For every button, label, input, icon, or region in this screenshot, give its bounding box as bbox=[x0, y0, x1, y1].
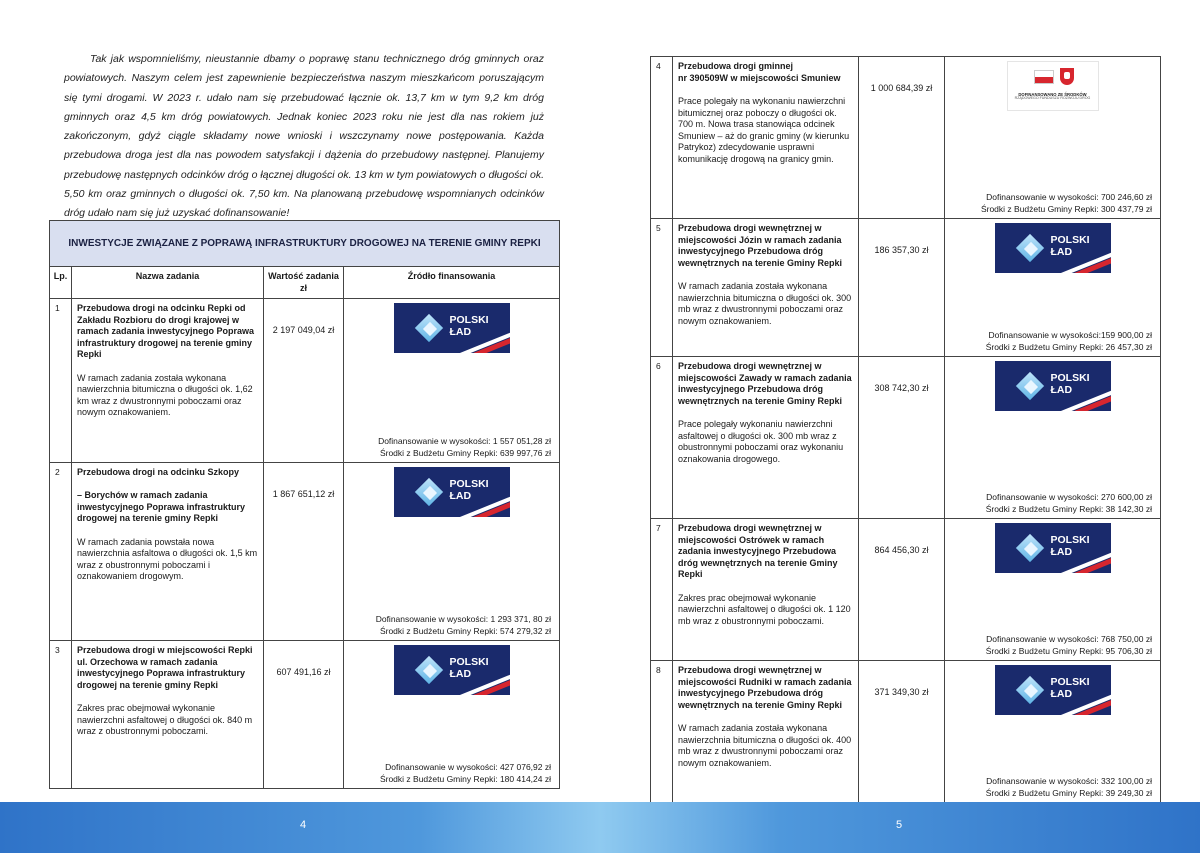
table-row bbox=[651, 57, 1161, 219]
funding-details bbox=[986, 330, 1152, 353]
investments-table-left bbox=[49, 220, 560, 789]
funding-details bbox=[376, 614, 551, 637]
polski-lad-logo: POLSKI ŁAD bbox=[995, 223, 1111, 273]
task-title: Przebudowa drogi gminnej nr 390509W w miejscowości Smuniew bbox=[678, 61, 841, 83]
task-cell bbox=[673, 519, 859, 661]
polski-lad-logo: POLSKI ŁAD bbox=[394, 467, 510, 517]
row-number: 3 bbox=[50, 641, 72, 789]
co-financing-amount: Dofinansowanie w wysokości: 1 293 371, 80 zł bbox=[375, 614, 551, 624]
investments-table-right bbox=[650, 56, 1161, 803]
row-number: 7 bbox=[651, 519, 673, 661]
task-value: 1 867 651,12 zł bbox=[264, 463, 344, 641]
row-number: 1 bbox=[50, 299, 72, 463]
funding-source bbox=[344, 463, 560, 641]
funding-source bbox=[344, 299, 560, 463]
polski-lad-logo: POLSKI ŁAD bbox=[394, 645, 510, 695]
task-title: Przebudowa drogi wewnętrznej w miejscowości Zawady w ramach zadania inwestycyjnego Przebudowa dróg wewnętrznych na terenie Gminy Repki bbox=[678, 361, 852, 406]
row-number: 4 bbox=[651, 57, 673, 219]
polish-flag-icon bbox=[1034, 70, 1054, 84]
task-title: Przebudowa drogi na odcinku Szkopy – Borychów w ramach zadania inwestycyjnego Poprawa infrastruktury drogowej na terenie gminy Repki bbox=[77, 467, 246, 523]
co-financing-amount: Dofinansowanie w wysokości: 700 246,60 zł bbox=[986, 192, 1152, 202]
table-title: INWESTYCJE ZWIĄZANE Z POPRAWĄ INFRASTRUKTURY DROGOWEJ NA TERENIE GMINY REPKI bbox=[50, 221, 560, 267]
task-cell bbox=[72, 299, 264, 463]
polski-lad-logo: POLSKI ŁAD bbox=[995, 665, 1111, 715]
intro-paragraph: Tak jak wspomnieliśmy, nieustannie dbamy o poprawę stanu technicznego dróg gminnych oraz powiatowych. Naszym celem jest zapewnienie bezpieczeństwa naszym mieszkańcom poruszającym się tymi drogami. W 2023 r. udało nam się przebudować łącznie ok. 13,7 km w tym 9,2 km dróg gminnych oraz 4,5 km dróg powiatowych. Jednak koniec 2023 roku nie jest dla nas rokiem już zakończonym, gdyż ciągle składamy nowe wnioski i wszczynamy nowe postępowania. Każda przebudowa droga jest dla nas powodem satysfakcji i dążenia do przebudowy następnej. Planujemy przebudowę następnych odcinków dróg o łącznej długości ok. 13 km w tym powiatowych o długości ok. 5,50 km oraz gminnych o długości ok. 7,50 km. Na planowaną przebudowę wspomnianych odcinków dróg udało nam się już uzyskać dofinansowanie! bbox=[64, 53, 544, 220]
municipal-budget-amount: Środki z Budżetu Gminy Repki: 95 706,30 zł bbox=[985, 645, 1152, 656]
task-description: W ramach zadania została wykonana nawierzchnia bitumiczna o długości ok. 300 mb wraz z dwustronnymi poboczami oraz nowym oznakowaniem. bbox=[678, 281, 852, 326]
task-title: Przebudowa drogi wewnętrznej w miejscowości Józin w ramach zadania inwestycyjnego Przebudowa dróg wewnętrznych na terenie Gminy Repki bbox=[678, 223, 843, 268]
task-description: Zakres prac obejmował wykonanie nawierzchni asfaltowej o długości ok. 1 120 mb wraz z obustronnymi poboczami. bbox=[678, 592, 851, 626]
task-cell bbox=[72, 463, 264, 641]
task-title: Przebudowa drogi na odcinku Repki od Zakładu Rozbioru do drogi krajowej w ramach zadania inwestycyjnego Poprawa infrastruktury drogowej na terenie gminy Repki bbox=[77, 303, 255, 359]
task-cell bbox=[673, 57, 859, 219]
task-value: 864 456,30 zł bbox=[859, 519, 945, 661]
task-value: 2 197 049,04 zł bbox=[264, 299, 344, 463]
col-source: Źródło finansowania bbox=[344, 267, 560, 299]
col-name: Nazwa zadania bbox=[72, 267, 264, 299]
co-financing-amount: Dofinansowanie w wysokości: 1 557 051,28 zł bbox=[378, 436, 551, 446]
funding-details bbox=[986, 634, 1152, 657]
task-value: 1 000 684,39 zł bbox=[859, 57, 945, 219]
task-value: 371 349,30 zł bbox=[859, 661, 945, 803]
table-row bbox=[651, 661, 1161, 803]
funding-source bbox=[344, 641, 560, 789]
polski-lad-logo: POLSKI ŁAD bbox=[995, 361, 1111, 411]
municipal-budget-amount: Środki z Budżetu Gminy Repki: 639 997,76 zł bbox=[379, 447, 551, 458]
task-description: W ramach zadania została wykonana nawierzchnia bitumiczna o długości ok. 400 mb wraz z dwustronnymi poboczami oraz nowym oznakowaniem. bbox=[678, 723, 852, 768]
municipal-budget-amount: Środki z Budżetu Gminy Repki: 300 437,79 zł bbox=[980, 203, 1152, 214]
footer-bar bbox=[0, 802, 1200, 853]
funding-details bbox=[986, 776, 1152, 799]
municipal-budget-amount: Środki z Budżetu Gminy Repki: 38 142,30 zł bbox=[985, 503, 1152, 514]
col-lp: Lp. bbox=[50, 267, 72, 299]
task-cell bbox=[72, 641, 264, 789]
task-description: Prace polegały wykonaniu nawierzchni asfaltowej o długości ok. 300 mb wraz z obustronnymi poboczami oraz wykonaniu oznakowania drogowego. bbox=[678, 419, 844, 464]
task-cell bbox=[673, 219, 859, 357]
table-header-row bbox=[50, 267, 560, 299]
funding-source bbox=[945, 661, 1161, 803]
row-number: 5 bbox=[651, 219, 673, 357]
row-number: 2 bbox=[50, 463, 72, 641]
row-number: 8 bbox=[651, 661, 673, 803]
table-row bbox=[50, 641, 560, 789]
polski-lad-logo: POLSKI ŁAD bbox=[995, 523, 1111, 573]
funding-details bbox=[380, 762, 551, 785]
funding-details bbox=[986, 492, 1152, 515]
funding-source bbox=[945, 519, 1161, 661]
table-row bbox=[651, 357, 1161, 519]
polski-lad-logo: POLSKI ŁAD bbox=[394, 303, 510, 353]
task-title: Przebudowa drogi wewnętrznej w miejscowości Rudniki w ramach zadania inwestycyjnego Przebudowa dróg wewnętrznych na terenie Gminy Repki bbox=[678, 665, 852, 710]
row-number: 6 bbox=[651, 357, 673, 519]
municipal-budget-amount: Środki z Budżetu Gminy Repki: 574 279,32 zł bbox=[379, 625, 551, 636]
task-title: Przebudowa drogi wewnętrznej w miejscowości Ostrówek w ramach zadania inwestycyjnego Przebudowa dróg wewnętrznych na terenie Gminy Repki bbox=[678, 523, 838, 579]
page-number-left: 4 bbox=[300, 819, 307, 831]
task-description: W ramach zadania powstała nowa nawierzchnia asfaltowa o długości ok. 1,5 km wraz z obustronnymi poboczami i oznakowaniem drogowym. bbox=[77, 536, 258, 581]
task-description: Zakres prac obejmował wykonanie nawierzchni asfaltowej o długości ok. 840 m wraz z obustronnymi poboczami. bbox=[77, 703, 253, 736]
task-value: 308 742,30 zł bbox=[859, 357, 945, 519]
page-left bbox=[0, 0, 600, 800]
co-financing-amount: Dofinansowanie w wysokości: 332 100,00 zł bbox=[986, 776, 1152, 786]
eagle-emblem-icon bbox=[1060, 68, 1074, 85]
page-number-right: 5 bbox=[896, 819, 903, 831]
municipal-budget-amount: Środki z Budżetu Gminy Repki: 180 414,24 zł bbox=[379, 773, 551, 784]
table-row bbox=[50, 299, 560, 463]
task-value: 607 491,16 zł bbox=[264, 641, 344, 789]
task-title: Przebudowa drogi w miejscowości Repki ul. Orzechowa w ramach zadania inwestycyjnego Poprawa infrastruktury drogowej na terenie gminy Repki bbox=[77, 645, 253, 690]
municipal-budget-amount: Środki z Budżetu Gminy Repki: 39 249,30 zł bbox=[985, 787, 1152, 798]
co-financing-amount: Dofinansowanie w wysokości: 768 750,00 zł bbox=[986, 634, 1152, 644]
col-value: Wartość zadania zł bbox=[264, 267, 344, 299]
funding-details bbox=[981, 192, 1152, 215]
co-financing-amount: Dofinansowanie w wysokości: 270 600,00 zł bbox=[986, 492, 1152, 502]
task-description: W ramach zadania została wykonana nawierzchnia bitumiczna o długości ok. 1,62 km wraz z dwustronnymi poboczami oraz nowym oznakowaniem. bbox=[77, 372, 253, 417]
task-cell bbox=[673, 661, 859, 803]
funding-source bbox=[945, 219, 1161, 357]
funding-source bbox=[945, 357, 1161, 519]
co-financing-amount: Dofinansowanie w wysokości:159 900,00 zł bbox=[988, 330, 1152, 340]
municipal-budget-amount: Środki z Budżetu Gminy Repki: 26 457,30 zł bbox=[985, 341, 1152, 352]
table-row bbox=[50, 463, 560, 641]
co-financing-amount: Dofinansowanie w wysokości: 427 076,92 zł bbox=[385, 762, 551, 772]
funding-details bbox=[378, 436, 551, 459]
task-description: Prace polegały na wykonaniu nawierzchni bitumicznej oraz poboczy o długości ok. 700 m. Nowa trasa stanowiąca odcinek Smuniew – aż do granic gminy (w kierunku Patrykoz) zdecydowanie usprawni komunikację drogową na granicy gmin. bbox=[678, 96, 850, 164]
table-row bbox=[651, 519, 1161, 661]
table-row bbox=[651, 219, 1161, 357]
task-value: 186 357,30 zł bbox=[859, 219, 945, 357]
page-right bbox=[600, 0, 1200, 800]
dofinansowano-logo: DOFINANSOWANO ZE ŚRODKÓW RZĄDOWEGO FUNDUSZU ROZWOJU DRÓG bbox=[1007, 61, 1099, 111]
funding-source bbox=[945, 57, 1161, 219]
task-cell bbox=[673, 357, 859, 519]
